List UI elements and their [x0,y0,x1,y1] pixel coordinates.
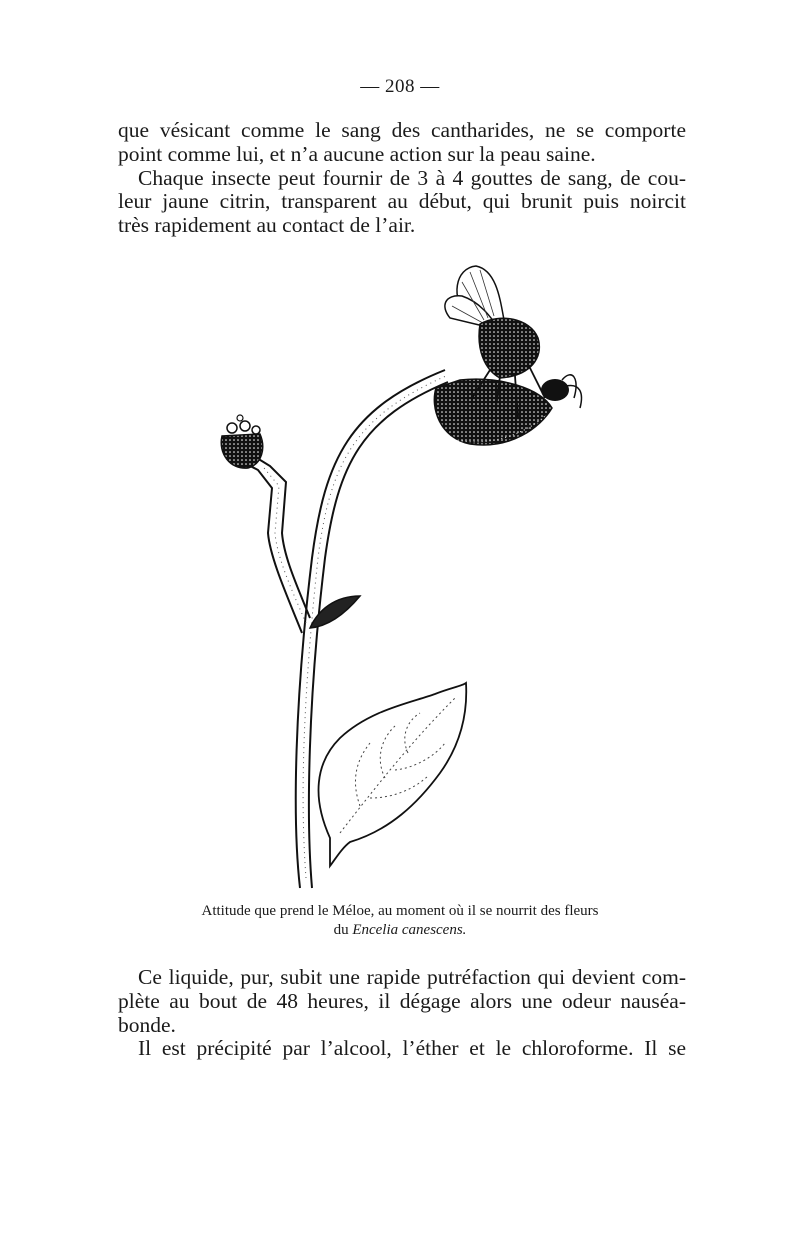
caption-species-name: Encelia canescens. [352,922,467,938]
caption-prefix: du [333,922,349,938]
figure-caption [0,902,800,940]
text-line: bonde. [118,1012,176,1037]
paragraph-bottom [118,966,686,1061]
text-line: leur jaune citrin, transparent au début, qui brunit puis noircit [118,189,686,214]
text-line: très rapidement au contact de l’air. [118,213,416,238]
side-branch [235,450,310,633]
text-line: point comme lui, et n’a aucune action sur la peau saine. [118,141,596,166]
text-line: plète au bout de 48 heures, il dégage alors une odeur nauséa- [118,988,686,1013]
illustration-meloe-on-encelia [200,258,600,898]
meloe-beetle [434,266,581,445]
text-line: Chaque insecte peut fournir de 3 à 4 gouttes de sang, de cou- [138,165,686,190]
page-number: — 208 — [360,76,440,97]
text-line: Il est précipité par l’alcool, l’éther et le chloroforme. Il se [138,1036,686,1061]
small-leaf [310,596,360,628]
large-leaf [319,683,467,866]
plant-and-beetle-drawing [200,258,600,898]
text-line: Ce liquide, pur, subit une rapide putréfaction qui devient com- [138,965,686,989]
flower-bud [221,415,262,468]
caption-line [0,921,800,940]
caption-line: Attitude que prend le Méloe, au moment où il se nourrit des fleurs [201,903,599,919]
paragraph-top [118,119,686,238]
text-line: que vésicant comme le sang des cantharides, ne se comporte [118,118,686,142]
